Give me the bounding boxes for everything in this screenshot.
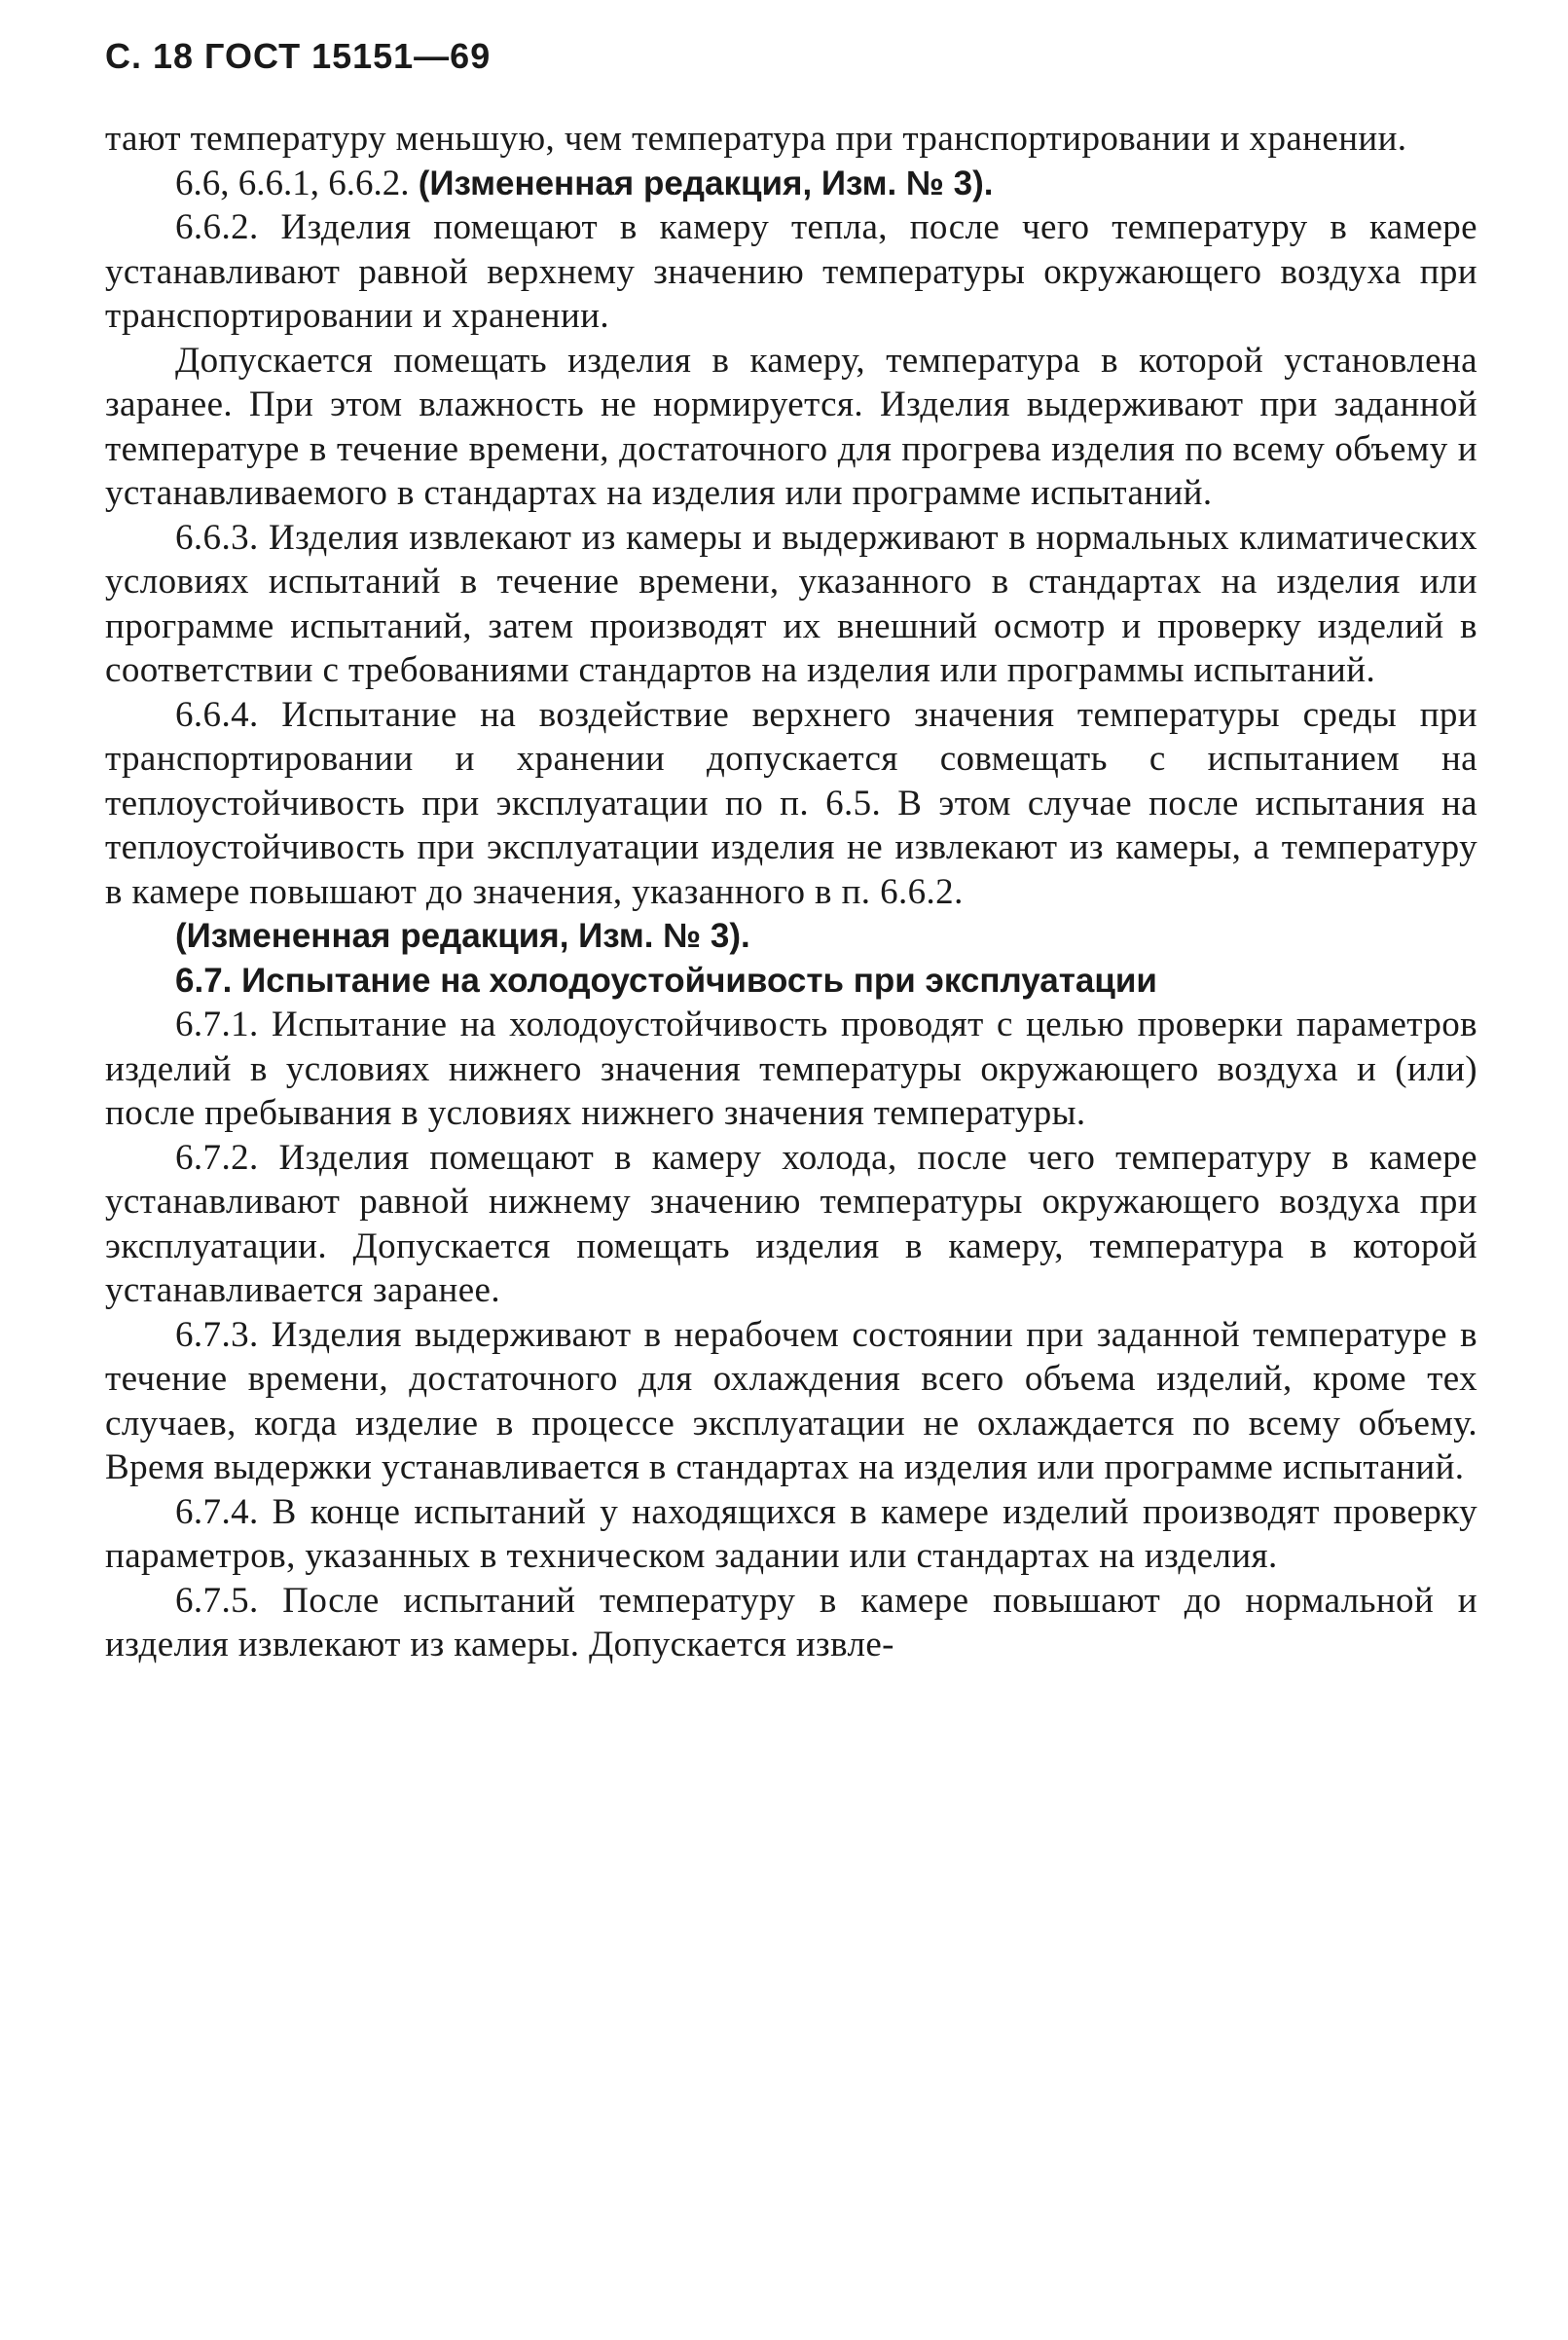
paragraph-6-6-3: 6.6.3. Изделия извлекают из камеры и выдерживают в нормальных климатических условиях испытаний в течение времени, указанного в стандартах на изделия или программе испытаний, затем производят их внешний осмотр и проверку изделий в соответствии с требованиями стандартов на изделия или программы испытаний.	[105, 517, 1477, 690]
paragraph-6-7-2: 6.7.2. Изделия помещают в камеру холода, после чего температуру в камере устанавливают равной нижнему значению температуры окружающего воздуха при эксплуатации. Допускается помещать изделия в камеру, температура в которой устанавливается заранее.	[105, 1137, 1477, 1310]
paragraph-6-6-4: 6.6.4. Испытание на воздействие верхнего значения температуры среды при транспортировании и хранении допускается совмещать с испытанием на теплоустойчивость при эксплуатации по п. 6.5. В этом случае после испытания на теплоустойчивость при эксплуатации изделия не извлекают из камеры, а температуру в камере повышают до значения, указанного в п. 6.6.2.	[105, 694, 1477, 912]
paragraph-6-6-2: 6.6.2. Изделия помещают в камеру тепла, после чего температуру в камере устанавливают равной верхнему значению температуры окружающего воздуха при транспортировании и хранении.	[105, 207, 1477, 336]
paragraph-6-7-5: 6.7.5. После испытаний температуру в камере повышают до нормальной и изделия извлекают из камеры. Допускается извле-	[105, 1580, 1477, 1664]
paragraph-6-7-3: 6.7.3. Изделия выдерживают в нерабочем состоянии при заданной температуре в течение времени, достаточного для охлаждения всего объема изделий, кроме тех случаев, когда изделие в процессе эксплуатации не охлаждается по всему объему. Время выдержки устанавливается в стандартах на изделия или программе испытаний.	[105, 1314, 1477, 1487]
paragraph-6-7-4: 6.7.4. В конце испытаний у находящихся в камере изделий производят проверку параметров, указанных в техническом задании или стандартах на изделия.	[105, 1491, 1477, 1576]
running-head: С. 18 ГОСТ 15151—69	[105, 36, 492, 76]
paragraph-6-6-2-continued: Допускается помещать изделия в камеру, температура в которой установлена заранее. При этом влажность не нормируется. Изделия выдерживают при заданной температуре в течение времени, достаточного для прогрева изделия по всему объему и устанавливаемого в стандартах на изделия или программе испытаний.	[105, 340, 1477, 513]
document-page	[105, 36, 1477, 1667]
section-heading-6-7: 6.7. Испытание на холодоустойчивость при эксплуатации	[175, 961, 1157, 1000]
paragraph-continuation: тают температуру меньшую, чем температура при транспортировании и хранении.	[105, 119, 1407, 159]
amendment-note-6-6	[105, 162, 1477, 206]
amendment-note-6-6-4: (Измененная редакция, Изм. № 3).	[175, 917, 750, 955]
amendment-note-label: (Измененная редакция, Изм. № 3).	[418, 164, 994, 202]
paragraph-6-7-1: 6.7.1. Испытание на холодоустойчивость проводят с целью проверки параметров изделий в условиях нижнего значения температуры окружающего воздуха и (или) после пребывания в условиях нижнего значения температуры.	[105, 1005, 1477, 1133]
amendment-note-clauses: 6.6, 6.6.1, 6.6.2.	[175, 163, 410, 203]
